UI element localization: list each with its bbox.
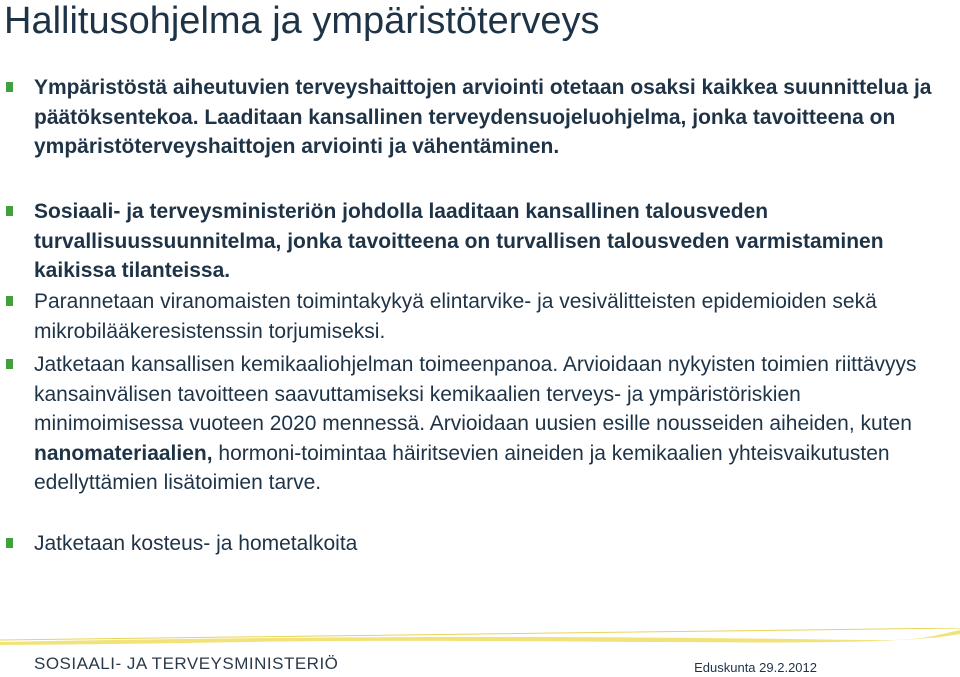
bullet-text-emphasis: nanomateriaalien, [34, 441, 213, 465]
bullet-text: Sosiaali- ja terveysministeriön johdolla laaditaan kansallinen talousveden turvallisuussuunnitelma, jonka tavoitteena on turvallisen talousveden varmistaminen kaikissa tilanteissa. [34, 200, 884, 282]
ministry-logo: SOSIAALI- JA TERVEYSMINISTERIÖ [34, 654, 339, 673]
slide-title: Hallitusohjelma ja ympäristöterveys [4, 0, 600, 42]
bullet-marker-icon [6, 359, 13, 369]
bullet-text: Jatketaan kosteus- ja hometalkoita [34, 532, 358, 555]
bullet-marker-icon [6, 296, 13, 306]
footer-wave [0, 628, 960, 648]
bullet-marker-icon [6, 82, 13, 92]
bullet-text: Ympäristöstä aiheutuvien terveyshaittojen arviointi otetaan osaksi kaikkea suunnittelua ja päätöksentekoa. Laaditaan kansallinen terveydensuojeluohjelma, jonka tavoitteena on ympäristöterveyshaittojen arviointi ja vähentäminen. [34, 76, 932, 158]
bullet-text-part: hormoni-toimintaa häiritsevien aineiden ja kemikaalien yhteisvaikutusten edellyttämien lisätoimien tarve. [34, 441, 890, 494]
bullet-text: Parannetaan viranomaisten toimintakykyä elintarvike- ja vesivälitteisten epidemioiden sekä mikrobilääkeresistenssin torjumiseksi. [34, 290, 877, 343]
bullet-marker-icon [6, 206, 13, 216]
bullet-text-part: Jatketaan kansallisen kemikaaliohjelman toimeenpanoa. Arvioidaan nykyisten toimien riittävyys kansainvälisen tavoitteen saavuttamiseksi kemikaalien terveys- ja ympäristöriskien minimoimisessa vuoteen 2020 mennessä. Arvioidaan uusien esille nousseiden aiheiden, kuten [34, 353, 917, 435]
bullet-text [34, 350, 934, 498]
bullet-marker-icon [6, 538, 13, 548]
footer-date: Eduskunta 29.2.2012 [694, 660, 817, 675]
